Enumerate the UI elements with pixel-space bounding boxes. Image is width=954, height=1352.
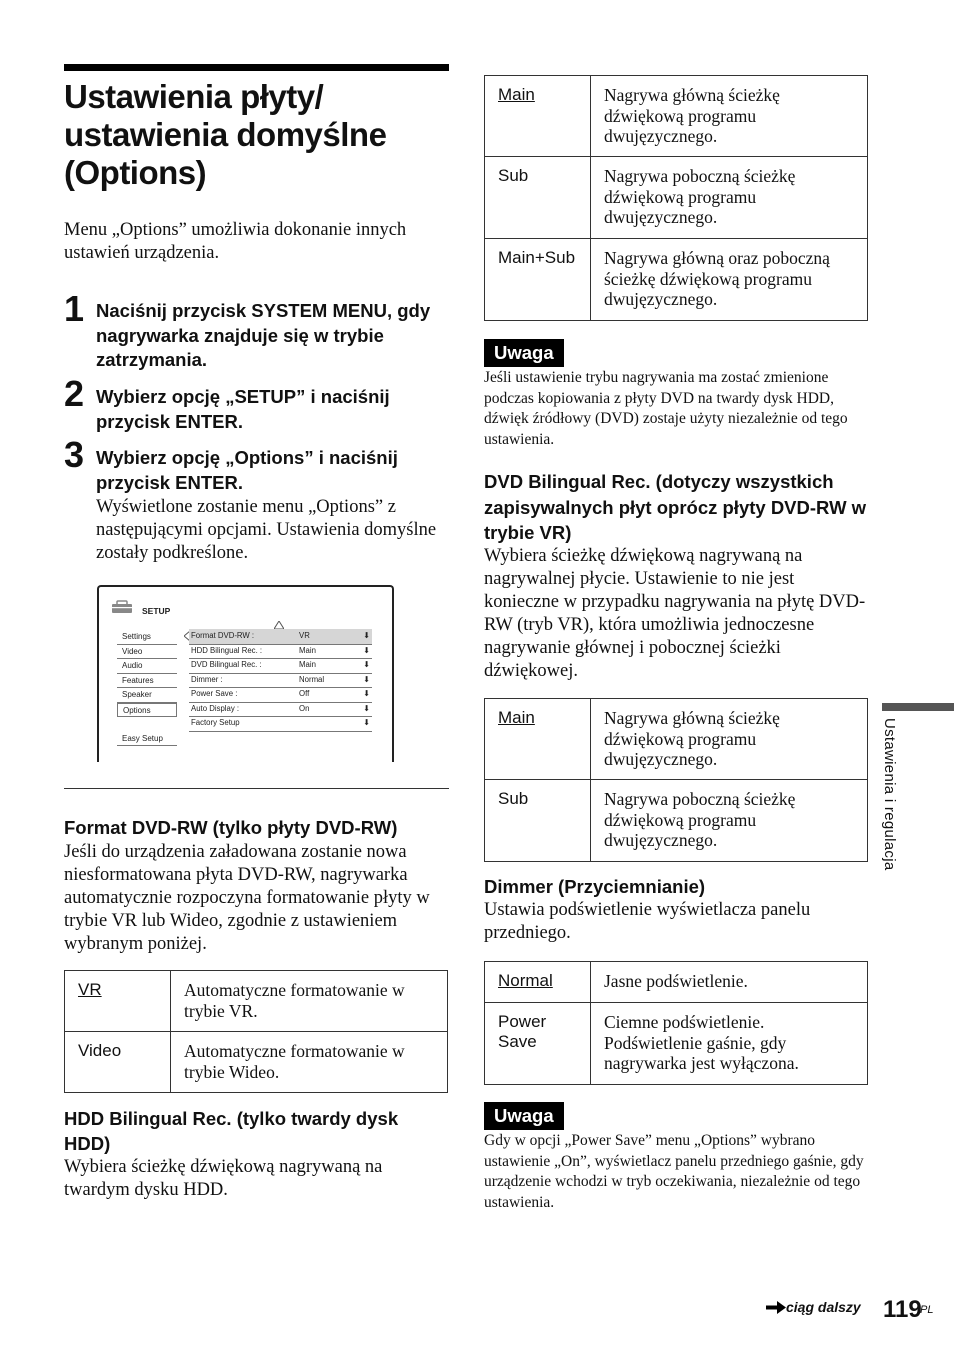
option-label: Format DVD-RW : <box>191 631 255 640</box>
table-row <box>485 780 868 862</box>
menu-item-easy-setup[interactable]: Easy Setup <box>117 732 177 747</box>
intro-text: Menu „Options” umożliwia dokonanie innych ustawień urządzenia. <box>64 220 407 263</box>
hdd-text: Wybiera ścieżkę dźwiękową nagrywaną na twardym dysku HDD. <box>64 1157 383 1200</box>
arrow-down-icon: ⬇ <box>363 689 370 698</box>
step-1-text: Naciśnij przycisk SYSTEM MENU, gdy nagrywarka znajduje się w trybie zatrzymania. <box>96 300 431 370</box>
toolbox-icon <box>111 600 133 614</box>
page-title: Ustawienia płyty/ ustawienia domyślne (Options) <box>64 78 387 191</box>
side-tab-label: Ustawienia i regulacja <box>881 718 898 871</box>
menu-item-video[interactable]: Video <box>117 645 177 660</box>
dvd-options-table <box>484 698 868 862</box>
setup-screen-illustration <box>97 585 394 762</box>
option-label: Auto Display : <box>191 703 240 713</box>
note-text: Gdy w opcji „Power Save” menu „Options” wybrano ustawienie „On”, wyświetlacz panelu przedniego gaśnie, gdy urządzenie wchodzi w tryb oczekiwania, niezależnie od tego ustawienia. <box>484 1132 864 1211</box>
option-label: DVD Bilingual Rec. : <box>191 660 262 669</box>
option-key: VR <box>65 971 171 1032</box>
step-1-number: 1 <box>64 288 85 329</box>
option-label: Dimmer : <box>191 674 223 684</box>
option-description: Nagrywa główną oraz poboczną ścieżkę dźwiękową programu dwujęzycznego. <box>591 239 868 321</box>
menu-item-speaker[interactable]: Speaker <box>117 688 177 703</box>
option-label: Power Save : <box>191 689 238 698</box>
dimmer-options-table <box>484 961 868 1085</box>
option-label: HDD Bilingual Rec. : <box>191 645 263 655</box>
dimmer-text: Ustawia podświetlenie wyświetlacza panelu przedniego. <box>484 900 811 943</box>
arrow-right-icon <box>766 1301 786 1314</box>
arrow-down-icon: ⬇ <box>363 718 370 727</box>
option-key: Normal <box>485 962 591 1003</box>
arrow-down-icon: ⬇ <box>363 631 370 640</box>
arrow-down-icon: ⬇ <box>363 660 370 669</box>
option-key: Sub <box>485 157 591 239</box>
step-2-text: Wybierz opcję „SETUP” i naciśnij przycisk ENTER. <box>96 386 390 432</box>
note-label: Uwaga <box>484 339 564 367</box>
format-heading: Format DVD-RW (tylko płyty DVD-RW) <box>64 817 398 838</box>
note-label: Uwaga <box>484 1102 564 1130</box>
option-value: On <box>299 703 310 713</box>
hdd-heading: HDD Bilingual Rec. (tylko twardy dysk HDD) <box>64 1108 399 1154</box>
option-row-dvd-bilingual[interactable] <box>189 658 372 674</box>
option-description: Jasne podświetlenie. <box>591 962 868 1003</box>
table-row <box>65 1032 448 1093</box>
option-key: Video <box>65 1032 171 1093</box>
arrow-down-icon: ⬇ <box>363 645 370 655</box>
option-description: Nagrywa główną ścieżkę dźwiękową programu dwujęzycznego. <box>591 699 868 780</box>
option-description: Ciemne podświetlenie. Podświetlenie gaśnie, gdy nagrywarka jest wyłączona. <box>591 1003 868 1085</box>
option-key: Main <box>485 699 591 780</box>
scroll-up-icon <box>274 621 284 629</box>
step-3-number: 3 <box>64 434 85 475</box>
option-row-format-dvd-rw[interactable] <box>189 629 372 645</box>
menu-item-features[interactable]: Features <box>117 674 177 689</box>
menu-item-audio[interactable]: Audio <box>117 659 177 674</box>
dvd-text: Wybiera ścieżkę dźwiękową nagrywaną na nagrywalnej płycie. Ustawienie to nie jest konieczne w przypadku nagrywania na płytę DVD-RW (tryb VR), która umożliwia jednoczesne nagrywanie głównej i pobocznej ścieżki dźwiękowej. <box>484 546 866 681</box>
option-value: Normal <box>299 674 325 684</box>
option-description: Nagrywa poboczną ścieżkę dźwiękową programu dwujęzycznego. <box>591 157 868 239</box>
option-key: Main+Sub <box>485 239 591 321</box>
page-number: 119 <box>883 1296 922 1323</box>
option-description: Nagrywa główną ścieżkę dźwiękową programu dwujęzycznego. <box>591 76 868 157</box>
format-options-table <box>64 970 448 1093</box>
step-3-description: Wyświetlone zostanie menu „Options” z następującymi opcjami. Ustawienia domyślne zostały podkreślone. <box>96 497 437 563</box>
option-row-dimmer[interactable] <box>189 673 372 689</box>
dimmer-heading: Dimmer (Przyciemnianie) <box>484 876 706 897</box>
option-row-power-save[interactable] <box>189 687 372 703</box>
table-row <box>65 971 448 1032</box>
option-key: Main <box>485 76 591 157</box>
table-row <box>485 157 868 239</box>
option-label: Factory Setup <box>191 718 240 727</box>
option-value: VR <box>299 631 310 640</box>
table-row <box>485 699 868 780</box>
option-row-hdd-bilingual[interactable] <box>189 644 372 660</box>
table-row <box>485 962 868 1003</box>
table-row <box>485 239 868 321</box>
page-language-suffix: PL <box>920 1304 934 1316</box>
continue-label: ciąg dalszy <box>786 1299 861 1315</box>
menu-item-settings[interactable]: Settings <box>117 630 177 645</box>
step-3-text: Wybierz opcję „Options” i naciśnij przycisk ENTER. <box>96 447 398 493</box>
section-divider <box>64 788 449 789</box>
option-key: Sub <box>485 780 591 862</box>
option-row-auto-display[interactable] <box>189 702 372 718</box>
option-row-factory-setup[interactable] <box>189 716 372 732</box>
option-value: Main <box>299 645 316 655</box>
side-tab-bar <box>882 703 954 711</box>
note-text: Jeśli ustawienie trybu nagrywania ma zostać zmienione podczas kopiowania z płyty DVD na twardy dysk HDD, dźwięk źródłowy (DVD) zostaje użyty niezależnie od tego ustawienia. <box>484 369 848 448</box>
option-description: Nagrywa poboczną ścieżkę dźwiękową programu dwujęzycznego. <box>591 780 868 862</box>
setup-header: SETUP <box>142 606 171 616</box>
arrow-down-icon: ⬇ <box>363 703 370 713</box>
table-row <box>485 1003 868 1085</box>
option-description: Automatyczne formatowanie w trybie VR. <box>171 971 448 1032</box>
dvd-heading: DVD Bilingual Rec. (dotyczy wszystkich zapisywalnych płyt oprócz płyty DVD-RW w trybie VR) <box>484 471 867 543</box>
option-value: Main <box>299 660 316 669</box>
option-value: Off <box>299 689 310 698</box>
top-rule <box>64 64 449 71</box>
option-key: Power Save <box>485 1003 591 1085</box>
arrow-down-icon: ⬇ <box>363 674 370 684</box>
table-row <box>485 76 868 157</box>
option-description: Automatyczne formatowanie w trybie Wideo. <box>171 1032 448 1093</box>
format-text: Jeśli do urządzenia załadowana zostanie nowa niesformatowana płyta DVD-RW, nagrywarka automatycznie rozpoczyna formatowanie płyty w trybie VR lub Wideo, zgodnie z ustawieniem wybranym poniżej. <box>64 842 430 954</box>
step-2-number: 2 <box>64 373 85 414</box>
menu-item-options[interactable]: Options <box>117 703 177 718</box>
hdd-options-table <box>484 75 868 321</box>
